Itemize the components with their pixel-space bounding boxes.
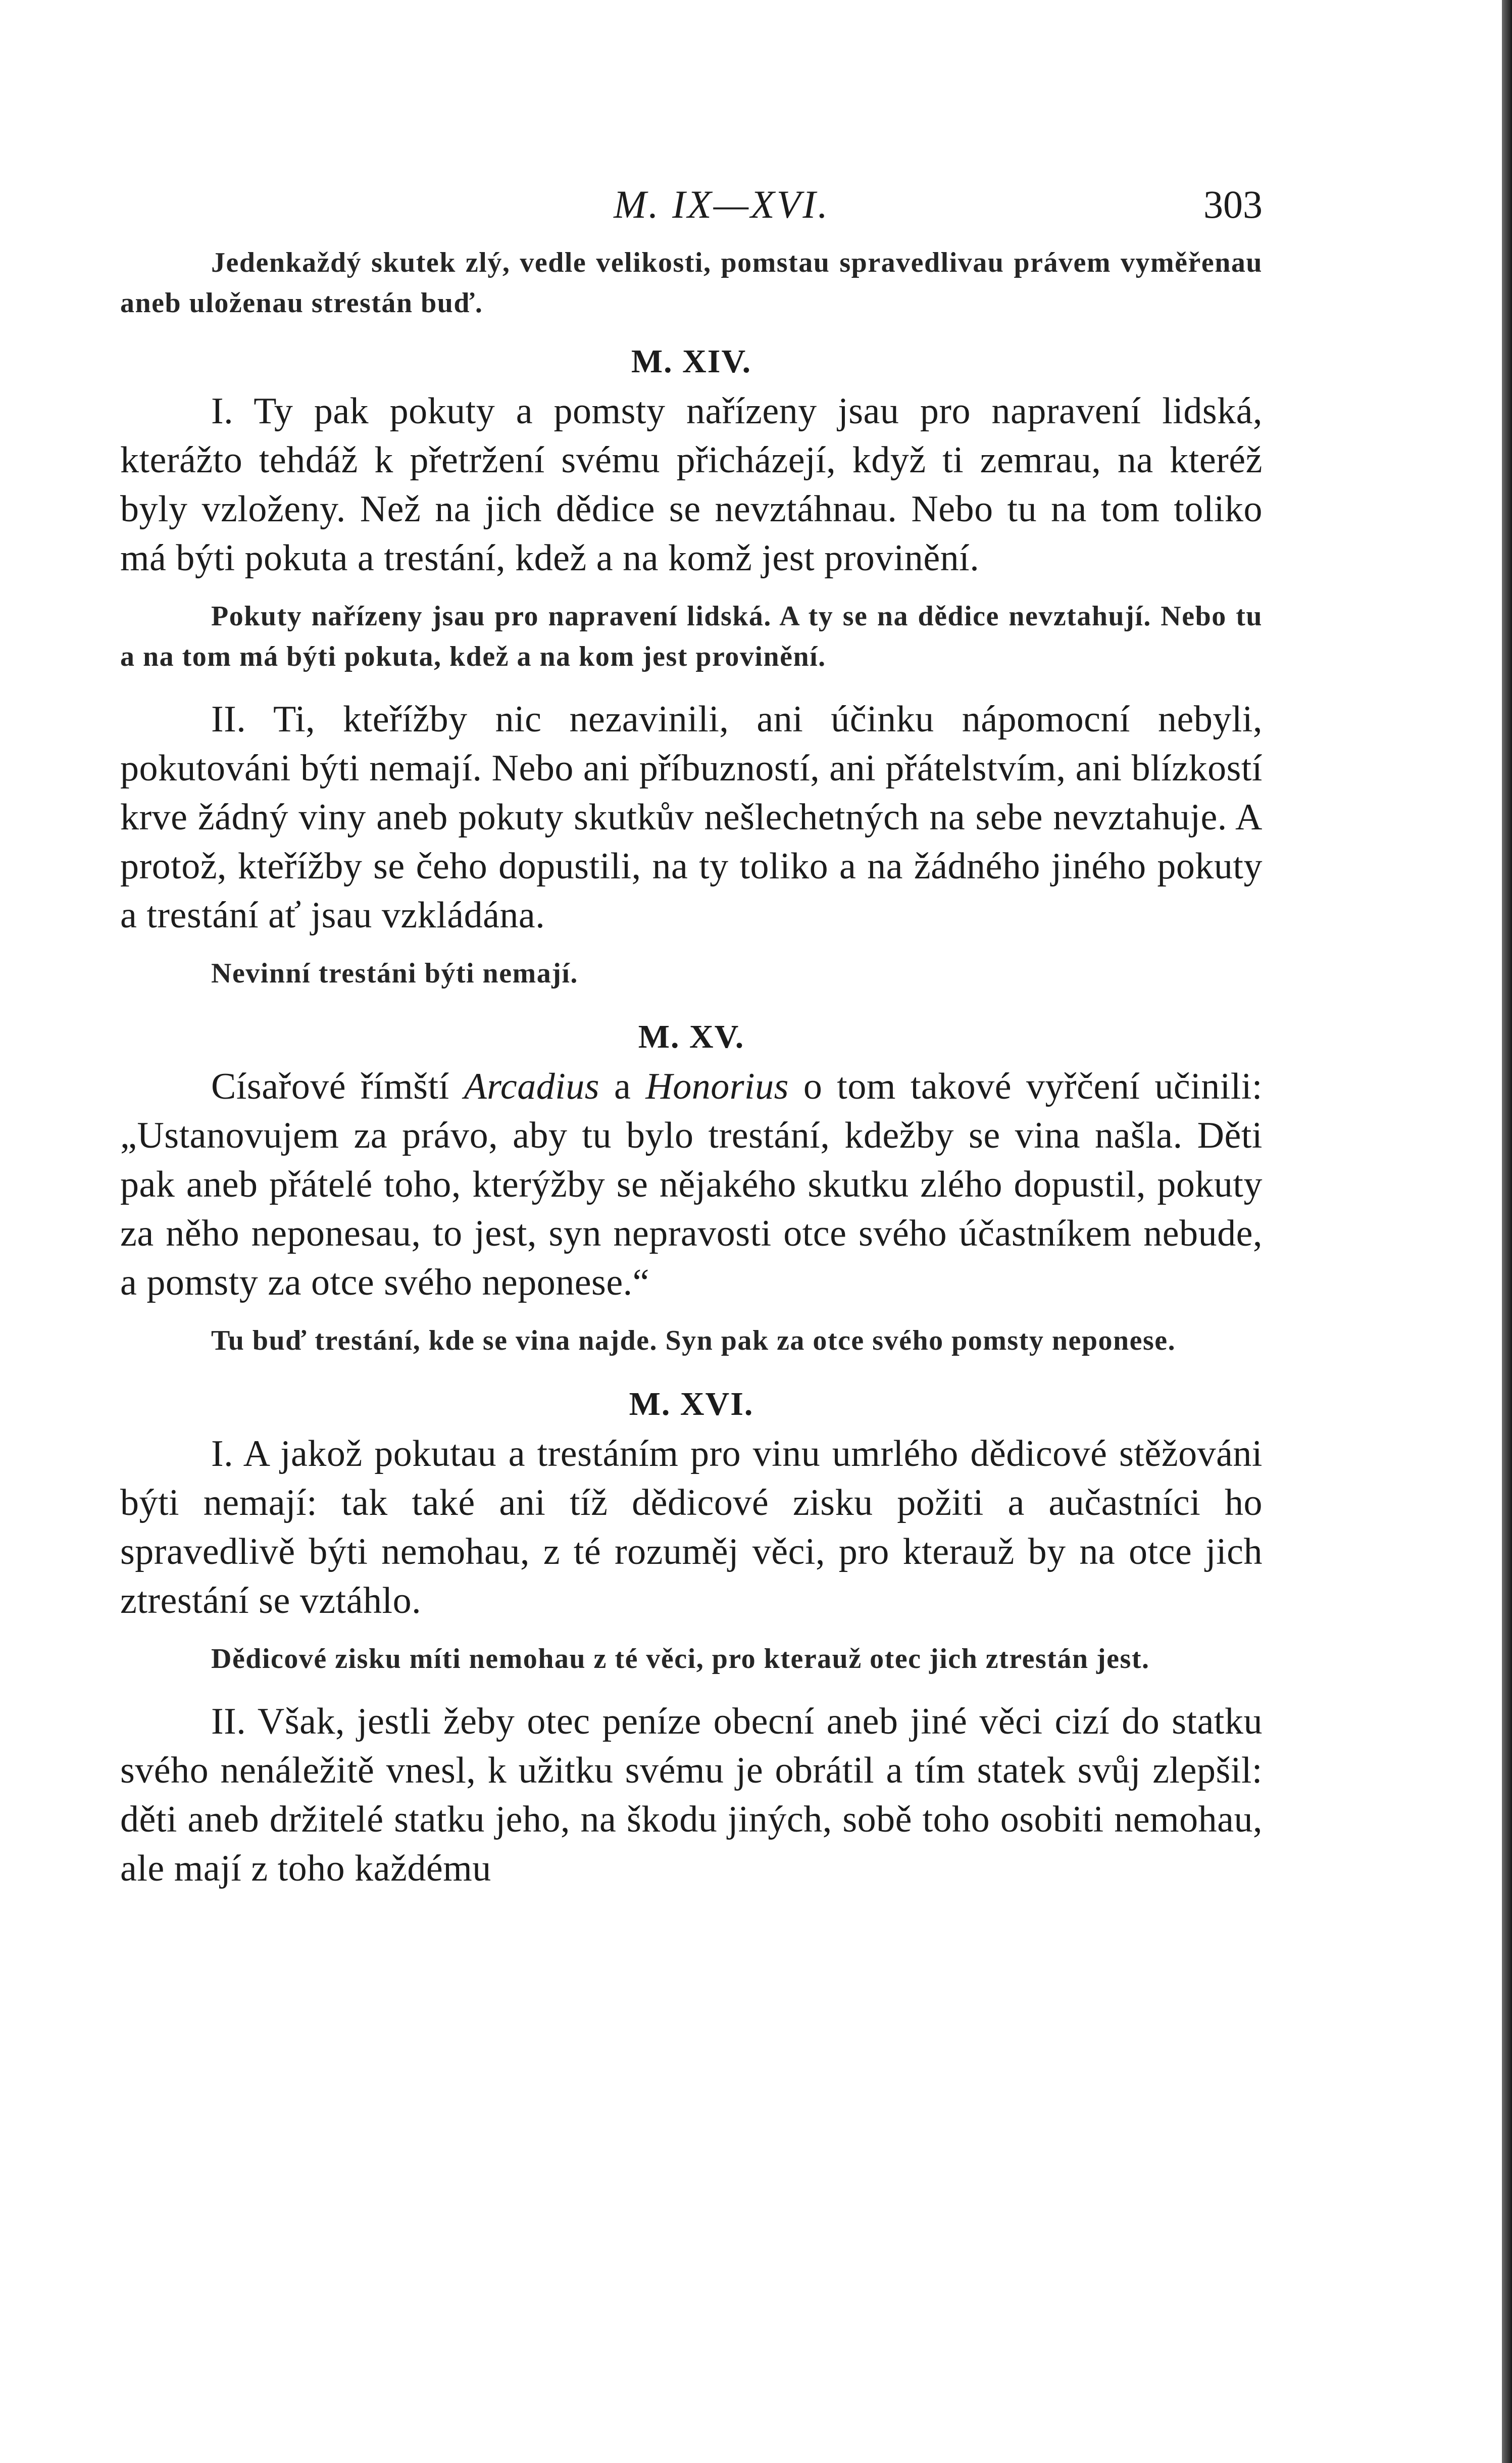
name-arcadius: Arcadius — [464, 1066, 600, 1107]
running-head: M. IX—XVI. — [614, 182, 830, 226]
note-xvi-1: Dědicové zisku míti nemohau z té věci, pro kterauž otec jich ztrestán jest. — [211, 1643, 1150, 1674]
note-xiv-2: Nevinní trestáni býti nemají. — [211, 958, 578, 989]
page-number: 303 — [1203, 182, 1263, 226]
paragraph-xv-text-a: Císařové římští — [211, 1066, 464, 1107]
paragraph-xv — [120, 1062, 1263, 1307]
paragraph-xv-text-b: a — [599, 1066, 646, 1107]
paragraph-xvi-2: II. Však, jestli žeby otec peníze obecní aneb jiné věci cizí do statku svého nenáležitě vnesl, k užitku svému je obrátil a tím statek svůj zlepšil: děti aneb držitelé statku jeho, na škodu jiných, sobě toho osobiti nemohau, ale mají z toho každému — [120, 1701, 1263, 1889]
paragraph-xv-text-c: o tom takové vyřčení učinili: „Ustanovujem za právo, aby tu bylo trestání, kdežby se vina našla. Děti pak aneb přátelé toho, kterýžby se nějakého skutku zlého dopustil, pokuty za něho neponesau, to jest, syn nepravosti otce svého účastníkem nebude, a pomsty za otce svého neponese.“ — [120, 1066, 1263, 1303]
paragraph-xiv-1: I. Ty pak pokuty a pomsty nařízeny jsau pro napravení lidská, kterážto tehdáž k přetržení svému přicházejí, když ti zemrau, na kteréž byly vzloženy. Než na jich dědice se nevztáhnau. Nebo tu na tom toliko má býti pokuta a trestání, kdež a na komž jest provinění. — [120, 390, 1263, 579]
paragraph-xiv-2: II. Ti, kteřížby nic nezavinili, ani účinku nápomocní nebyli, pokutováni býti nemají. Nebo ani příbuzností, ani přátelstvím, ani blízkostí krve žádný viny aneb pokuty skutkův nešlechetných na sebe nevztahuje. A protož, kteřížby se čeho dopustili, na ty toliko a na žádného jiného pokuty a trestání ať jsau vzkládána. — [120, 699, 1263, 936]
scan-edge — [1502, 0, 1512, 2463]
page-header — [120, 182, 1263, 242]
name-honorius: Honorius — [645, 1066, 789, 1107]
paragraph-xvi-1: I. A jakož pokutau a trestáním pro vinu umrlého dědicové stěžováni býti nemají: tak také ani tíž dědicové zisku požiti a aučastníci ho spravedlivě býti nemohau, z té rozuměj věci, pro kterauž by na otce jich ztrestání se vztáhlo. — [120, 1433, 1263, 1621]
section-heading-xiv: M. XIV. — [631, 343, 752, 380]
note-xiv-1: Pokuty nařízeny jsau pro napravení lidská. A ty se na dědice nevztahují. Nebo tu a na tom má býti pokuta, kdež a na kom jest provinění. — [120, 601, 1263, 672]
section-heading-xvi: M. XVI. — [629, 1386, 754, 1422]
side-note-summary: Jedenkaždý skutek zlý, vedle velikosti, pomstau spravedlivau právem vyměřenau aneb uloženau strestán buď. — [120, 247, 1263, 319]
note-xv: Tu buď trestání, kde se vina najde. Syn pak za otce svého pomsty neponese. — [211, 1325, 1176, 1356]
book-page — [120, 182, 1263, 1893]
section-heading-xv: M. XV. — [638, 1018, 745, 1055]
